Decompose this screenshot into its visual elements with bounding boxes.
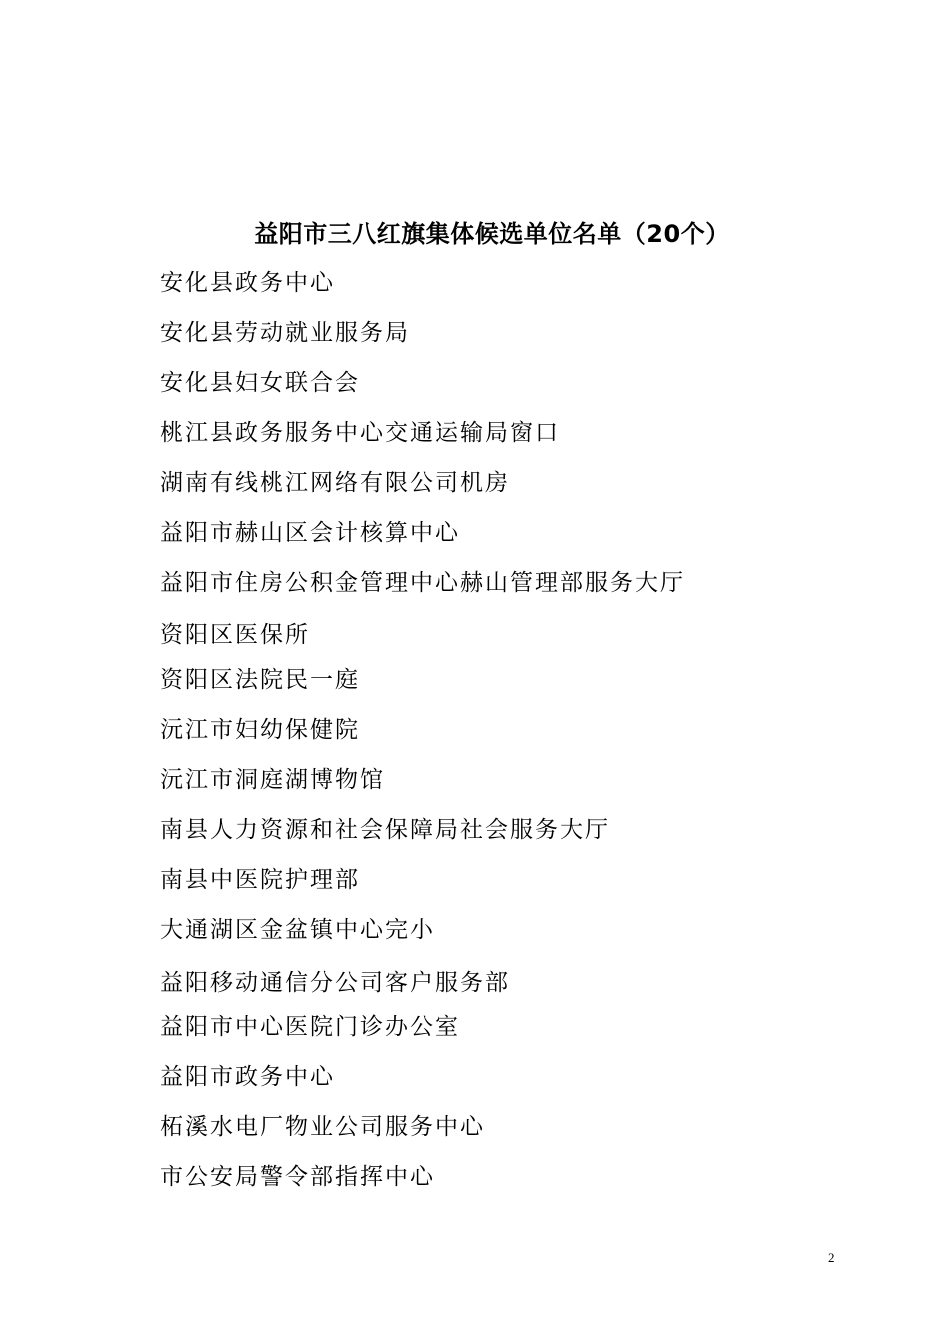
page-number: 2 bbox=[828, 1250, 835, 1265]
list-item: 大通湖区金盆镇中心完小 bbox=[160, 917, 435, 943]
page-title: 益阳市三八红旗集体候选单位名单（20个） bbox=[254, 220, 730, 248]
list-item: 益阳市中心医院门诊办公室 bbox=[160, 1014, 460, 1040]
list-item: 南县人力资源和社会保障局社会服务大厅 bbox=[160, 817, 610, 843]
list-item: 安化县劳动就业服务局 bbox=[160, 320, 410, 346]
list-item: 桃江县政务服务中心交通运输局窗口 bbox=[160, 420, 560, 446]
list-item: 安化县政务中心 bbox=[160, 270, 335, 296]
list-item: 资阳区医保所 bbox=[160, 622, 310, 648]
list-item: 沅江市妇幼保健院 bbox=[160, 717, 360, 743]
list-item: 益阳市政务中心 bbox=[160, 1064, 335, 1090]
list-item: 益阳移动通信分公司客户服务部 bbox=[160, 970, 510, 996]
list-item: 益阳市赫山区会计核算中心 bbox=[160, 520, 460, 546]
list-item: 安化县妇女联合会 bbox=[160, 370, 360, 396]
list-item: 南县中医院护理部 bbox=[160, 867, 360, 893]
list-item: 资阳区法院民一庭 bbox=[160, 667, 360, 693]
list-item: 柘溪水电厂物业公司服务中心 bbox=[160, 1114, 485, 1140]
list-item: 益阳市住房公积金管理中心赫山管理部服务大厅 bbox=[160, 570, 685, 596]
list-item: 沅江市洞庭湖博物馆 bbox=[160, 767, 385, 793]
list-item: 湖南有线桃江网络有限公司机房 bbox=[160, 470, 510, 496]
list-item: 市公安局警令部指挥中心 bbox=[160, 1164, 435, 1190]
